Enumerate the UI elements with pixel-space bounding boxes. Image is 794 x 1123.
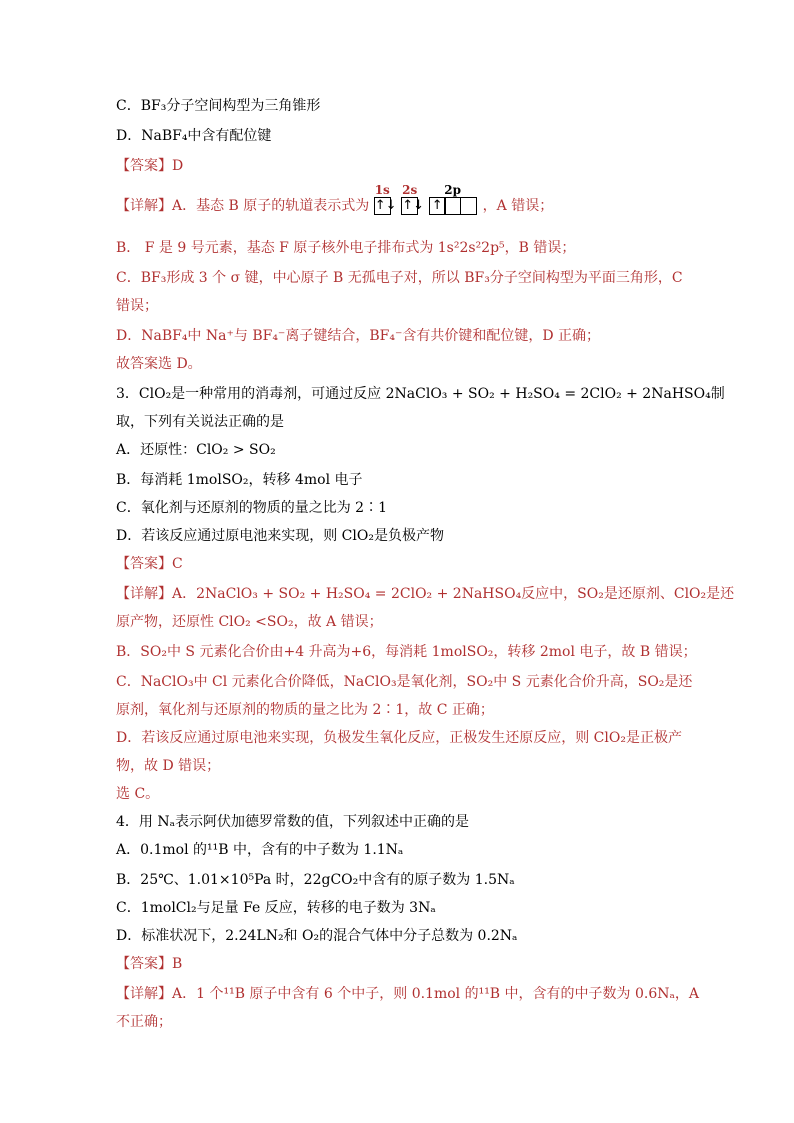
explanation-tag: 【详解】 [116,198,172,214]
explanation-a-line [116,183,554,216]
explanation-3-a-text: A．2NaClO₃ + SO₂ + H₂SO₄ = 2ClO₂ + 2NaHSO₄反应中，SO₂是还原剂、ClO₂是还 [172,586,735,602]
answer-tag: 【答案】 [116,158,172,174]
question-4-option-b: B．25℃、1.01×10⁵Pa 时，22gCO₂中含有的原子数为 1.5Nₐ [116,872,515,888]
question-4-option-c: C．1molCl₂与足量 Fe 反应，转移的电子数为 3Nₐ [116,900,436,916]
explanation-3-a-cont: 原产物，还原性 ClO₂ <SO₂，故 A 错误； [116,614,383,630]
question-3-option-a: A．还原性：ClO₂ > SO₂ [116,442,276,458]
answer-line-3 [116,554,183,574]
orbital-1s [374,183,397,216]
explanation-4-a-cont: 不正确； [116,1014,172,1030]
explanation-a-text: A．基态 B 原子的轨道表示式为 [172,198,370,214]
explanation-conclusion: 故答案选 D。 [116,356,202,372]
option-c-bf3: C．BF₃分子空间构型为三角锥形 [116,98,321,114]
question-3-option-d: D．若该反应通过原电池来实现，则 ClO₂是负极产物 [116,528,444,544]
orbital-1s-label: 1s [374,183,390,197]
orbital-box: ↑↓ [374,198,397,213]
explanation-b: B． F 是 9 号元素，基态 F 原子核外电子排布式为 1s²2s²2p⁵，B 错误； [116,240,576,256]
explanation-tag: 【详解】 [116,986,172,1002]
explanation-d: D．NaBF₄中 Na⁺与 BF₄⁻离子键结合，BF₄⁻含有共价键和配位键，D 正确； [116,328,601,344]
orbital-2p-label: 2p [444,183,462,197]
question-4-stem: 4．用 Nₐ表示阿伏加德罗常数的值，下列叙述中正确的是 [116,814,470,830]
answer-line [116,156,183,176]
explanation-3-conclusion: 选 C。 [116,786,160,802]
explanation-3-b: B．SO₂中 S 元素化合价由+4 升高为+6，每消耗 1molSO₂，转移 2mol 电子，故 B 错误； [116,644,697,660]
explanation-3-d-cont: 物，故 D 错误； [116,758,221,774]
orbital-2p [429,183,477,216]
question-3-stem: 3．ClO₂是一种常用的消毒剂，可通过反应 2NaClO₃ + SO₂ + H₂SO₄ = 2ClO₂ + 2NaHSO₄制 [116,386,725,402]
explanation-4-a-text: A．1 个¹¹B 原子中含有 6 个中子，则 0.1mol 的¹¹B 中，含有的中子数为 0.6Nₐ，A [172,986,700,1002]
answer-value: B [172,956,183,972]
question-4-option-a: A．0.1mol 的¹¹B 中，含有的中子数为 1.1Nₐ [116,842,404,858]
explanation-c: C．BF₃形成 3 个 σ 键，中心原子 B 无孤电子对，所以 BF₃分子空间构型为平面三角形，C [116,270,683,286]
answer-tag: 【答案】 [116,956,172,972]
answer-value: C [172,556,183,572]
answer-line-4 [116,954,182,974]
orbital-box: ↑↓ [402,198,425,213]
question-3-option-b: B．每消耗 1molSO₂，转移 4mol 电子 [116,472,363,488]
orbital-box: ↑ [429,197,446,215]
explanation-c-cont: 错误； [116,298,158,314]
explanation-3-d: D．若该反应通过原电池来实现，负极发生氧化反应，正极发生还原反应，则 ClO₂是正极产 [116,730,682,746]
explanation-a-end: ，A 错误； [482,198,554,214]
option-d-nabf4: D．NaBF₄中含有配位键 [116,128,272,144]
explanation-3-c-cont: 原剂，氧化剂与还原剂的物质的量之比为 2∶1，故 C 正确； [116,702,494,718]
question-3-option-c: C．氧化剂与还原剂的物质的量之比为 2∶1 [116,500,387,516]
explanation-tag: 【详解】 [116,586,172,602]
answer-value: D [172,158,184,174]
orbital-2s [401,183,425,216]
answer-tag: 【答案】 [116,556,172,572]
explanation-4-a [116,984,699,1004]
question-3-stem-cont: 取，下列有关说法正确的是 [116,414,284,430]
question-4-option-d: D．标准状况下，2.24LN₂和 O₂的混合气体中分子总数为 0.2Nₐ [116,928,518,944]
explanation-3-c: C．NaClO₃中 Cl 元素化合价降低，NaClO₃是氧化剂，SO₂中 S 元素化合价升高，SO₂是还 [116,674,693,690]
orbital-2s-label: 2s [402,183,418,197]
explanation-3-a [116,584,734,604]
